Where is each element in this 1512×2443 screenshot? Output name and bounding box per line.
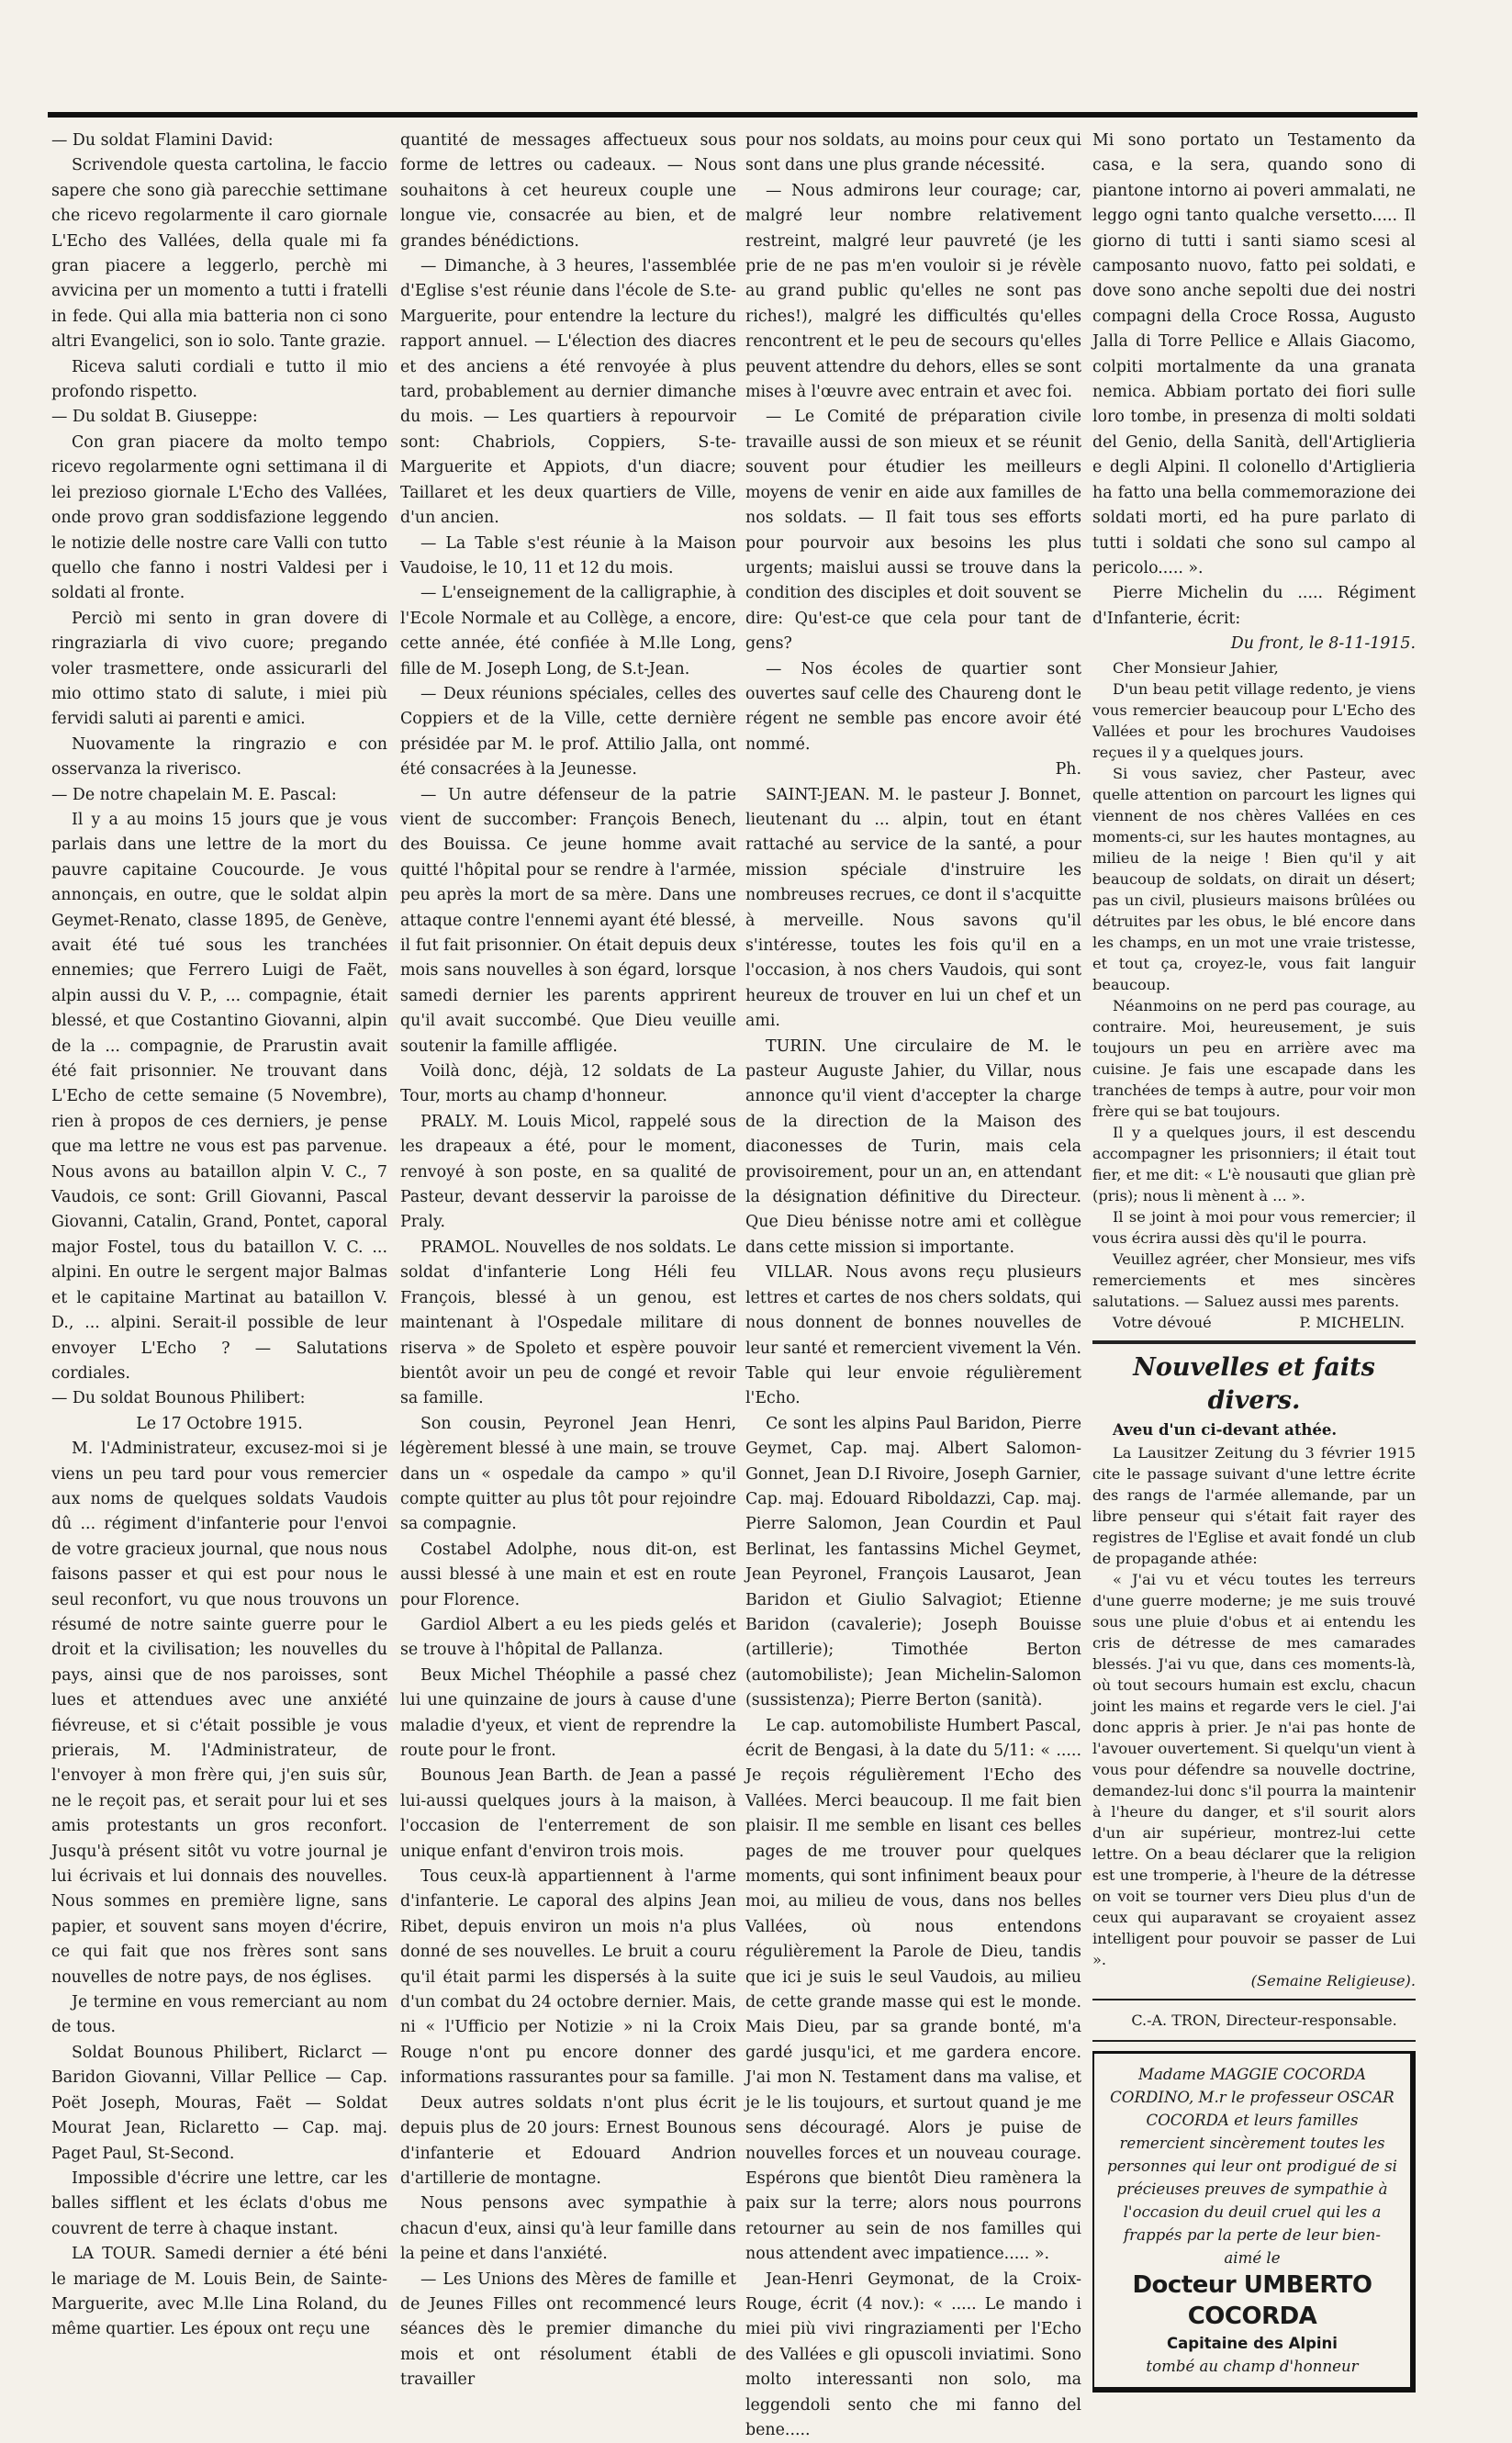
paragraph: Il y a au moins 15 jours que je vous parlais dans une lettre de la mort du pauvre capitaine Coucourde. Je vous annonçais, en outre, que le soldat alpin Geymet-Renato, classe 1895, de Genève, avait été tué sous les tranchées ennemies; que Ferrero Luigi de Faët, alpin aussi du V. P., ... compagnie, était blessé, et que Costantino Giovanni, alpin de la ... compagnie, de Prarustin avait été fait prisonnier. Ne trouvant dans L'Echo de cette semaine (5 Novembre), rien à propos de ces derniers, je pense que ma lettre ne vous est pas parvenue. Nous avons au bataillon alpin V. C., 7 Vaudois, ce sont: Grill Giovanni, Pascal Giovanni, Catalin, Grand, Pontet, caporal major Fostel, tous du bataillon V. C. ... alpini. En outre le sergent major Balmas et le capitaine Martinat au bataillon V. D., ... alpini. Serait-il possible de leur envoyer L'Echo ? — Salutations cordiales. [51,810,387,1383]
divider [1092,1340,1416,1344]
notice-rank: Capitaine des Alpini [1167,2335,1338,2353]
paragraph: Con gran piacere da molto tempo ricevo regolarmente ogni settimana il di lei prezioso giornale L'Echo des Vallées, onde provo gran soddisfazione leggendo le notizie delle nostre care Valli con tutto quello che fanno i nostri Valdesi per i soldati al fronte. [51,432,387,603]
letter-paragraph: Veuillez agréer, cher Monsieur, mes vifs remerciements et mes sincères salutations. — Saluez aussi mes parents. [1092,1250,1416,1310]
paragraph: — Deux réunions spéciales, celles des Coppiers et de la Ville, cette dernière présidée par M. le prof. Attilio Jalla, ont été consacrées à la Jeunesse. [400,684,736,779]
paragraph: — L'enseignement de la calligraphie, à l'Ecole Normale et au Collège, a encore, cette année, été confiée à M.lle Long, fille de M. Joseph Long, de S.t-Jean. [400,584,736,678]
dateline: Le 17 Octobre 1915. [136,1414,303,1433]
paragraph: — Nous admirons leur courage; car, malgré leur nombre relativement restreint, malgré leur pauvreté (je les prie de ne pas m'en vouloir si je révèle au grand public qu'elles ne sont pas riches!), malgré les difficultés qu'elles rencontrent et le peu de secours qu'elles peuvent attendre du dehors, elles se sont mises à l'œuvre avec entrain et avec foi. [745,181,1081,402]
notice-text: Madame MAGGIE COCORDA CORDINO, M.r le professeur OSCAR COCORDA et leurs familles remercient sincèrement toutes les personnes qui leur ont prodigué de si précieuses preuves de sympathie à l'occasion du deuil cruel qui les a frappés par la perte de leur bien-aimé le [1107,2066,1397,2268]
column-4 [1092,129,1416,2376]
paragraph: Je termine en vous remerciant au nom de tous. [51,1993,387,2037]
paragraph: — Un autre défenseur de la patrie vient de succomber: François Benech, des Bouissa. Ce jeune homme avait quitté l'hôpital pour se rendre à l'armée, peu après la mort de sa mère. Dans une attaque contre l'ennemi ayant été blessé, il fut fait prisonnier. On était depuis deux mois sans nouvelles à son égard, lorsque samedi dernier les parents apprirent qu'il avait succombé. Que Dieu veuille soutenir la famille affligée. [400,785,736,1056]
column-3 [745,129,1081,2439]
letter-salutation: Cher Monsieur Jahier, [1113,658,1279,677]
heading-flamini: — Du soldat Flamini David: [51,131,274,150]
letter-paragraph: Il y a quelques jours, il est descendu accompagner les prisonniers; il était tout fier, et me dit: « L'è nousauti que glian prè (pris); nous li mènent à ... ». [1092,1123,1416,1205]
paragraph: Nous pensons avec sympathie à chacun d'eux, ainsi qu'à leur famille dans la peine et dans l'anxiété. [400,2194,736,2264]
paragraph: — Nos écoles de quartier sont ouvertes sauf celle des Chaureng dont le régent ne semble pas encore avoir été nommé. [745,659,1081,754]
paragraph: Tous ceux-là appartiennent à l'arme d'infanterie. Le caporal des alpins Jean Ribet, depuis environ un mois n'a plus donné de ses nouvelles. Le bruit a couru qu'il était parmi les dispersés à la suite d'un combat du 24 octobre dernier. Mais, ni « l'Ufficio per Notizie » ni la Croix Rouge n'ont pu encore donner des informations rassurantes pour sa famille. [400,1867,736,2088]
heading-bounous: — Du soldat Bounous Philibert: [51,1389,306,1408]
paragraph-villar: VILLAR. Nous avons reçu plusieurs lettres et cartes de nos chers soldats, qui nous donnent de bonnes nouvelles de leur santé et remercient vivement la Vén. Table qui leur envoie régulièrement l'Echo. [745,1263,1081,1408]
paragraph: Mi sono portato un Testamento da casa, e la sera, quando sono di piantone intorno ai poveri ammalati, ne leggo ogni tanto qualche versetto..... Il giorno di tutti i santi siamo scesi al camposanto nuovo, fatto pei soldati, e dove sono anche sepolti due dei nostri compagni della Croce Rossa, Augusto Jalla di Torre Pellice e Allais Giacomo, colpiti mortalmente da una granata nemica. Abbiam portato dei fiori sulle loro tombe, in presenza di molti soldati del Genio, della Sanità, dell'Artiglieria e degli Alpini. Il colonello d'Artiglieria ha fatto una bella commemorazione dei soldati morti, ed ha pure parlato di tutti i soldati che sono sul campo al pericolo..... ». [1092,131,1416,577]
paragraph-la-tour: LA TOUR. Samedi dernier a été béni le mariage de M. Louis Bein, de Sainte-Marguerite, avec M.lle Lina Roland, du même quartier. Les époux ont reçu une [51,2245,387,2339]
paragraph: Voilà donc, déjà, 12 soldats de La Tour, morts au champ d'honneur. [400,1062,736,1106]
news-article [1092,1442,1416,1991]
divider [1092,1999,1416,2000]
top-rule [48,112,1417,118]
paragraph: Jean-Henri Geymonat, de la Croix-Rouge, écrit (4 nov.): « ..... Le mando i miei più vivi ringraziamenti per l'Echo des Vallées e gli opuscoli inviatimi. Sono molto interessanti non solo, ma leggendoli sento che mi fanno del bene..... [745,2269,1081,2439]
paragraph: Scrivendole questa cartolina, le faccio sapere che sono già parecchie settimane che ricevo regolarmente il caro giornale L'Echo des Vallées, della quale mi fa gran piacere a leggerlo, perchè mi avvicina per un momento a tutti i fratelli in fede. Qui alla mia batteria non ci sono altri Evangelici, son io solo. Tante grazie. [51,156,387,352]
notice-name: Docteur UMBERTO COCORDA [1132,2271,1372,2331]
paragraph-turin: TURIN. Une circulaire de M. le pasteur Auguste Jahier, du Villar, nous annonce qu'il vient d'accepter la charge de la direction de la Maison des diaconesses de Turin, mais cela provisoirement, pour un an, en attendant la désignation définitive du Directeur. Que Dieu bénisse notre ami et collègue dans cette mission si importante. [745,1037,1081,1257]
paragraph: M. l'Administrateur, excusez-moi si je viens un peu tard pour vous remercier aux noms de quelques soldats Vaudois dû ... régiment d'infanterie pour l'envoi de votre gracieux journal, que nous nous faisons passer et qui est pour nous le seul reconfort, vu que nous trouvons un résumé de notre sainte guerre pour le droit et la civilisation; les nouvelles du pays, ainsi que de nos paroisses, sont lues et attendues avec une anxiété fiévreuse, et si c'était possible je vous prierais, M. l'Administrateur, de l'envoyer à mon frère qui, j'en suis sûr, ne le reçoit pas, et serait pour lui et ses amis protestants un gros reconfort. Jusqu'à présent sitôt vu votre journal je lui écrivais et lui donnais des nouvelles. Nous sommes en première ligne, sans papier, et souvent sans moyen d'écrire, ce qui fait que nos frères sont sans nouvelles de notre pays, de nos églises. [51,1440,387,1987]
paragraph: Perciò mi sento in gran dovere di ringraziarla di vivo cuore; pregando voler trasmettere, onde assicurarli del mio ottimo stato di salute, i miei più fervidi saluti ai parenti e amici. [51,609,387,729]
paragraph: Soldat Bounous Philibert, Riclarct — Baridon Giovanni, Villar Pellice — Cap. Poët Joseph, Mouras, Faët — Soldat Mourat Jean, Riclaretto — Cap. maj. Paget Paul, St-Second. [51,2043,387,2163]
closing-right: P. MICHELIN. [1299,1313,1405,1331]
section-title: Nouvelles et faits divers. [1133,1352,1375,1415]
paragraph: Riceva saluti cordiali e tutto il mio profondo rispetto. [51,357,387,402]
paragraph: Pierre Michelin du ..... Régiment d'Infanterie, écrit: [1092,584,1416,628]
heading-pascal: — De notre chapelain M. E. Pascal: [51,785,337,804]
paragraph: Bounous Jean Barth. de Jean a passé lui-aussi quelques jours à la maison, à l'occasion de l'enterrement de son unique enfant d'environ trois mois. [400,1766,736,1861]
paragraph-pramol: PRAMOL. Nouvelles de nos soldats. Le soldat d'infanterie Long Héli feu François, blessé à un genou, est maintenant à l'Ospedale militare di riserva » de Spoleto et espère pouvoir bientôt avoir un peu de congé et revoir sa famille. [400,1238,736,1408]
column-2 [400,129,736,2390]
paragraph-praly: PRALY. M. Louis Micol, rappelé sous les drapeaux a été, pour le moment, renvoyé à son poste, en sa qualité de Pasteur, devant desservir la paroisse de Praly. [400,1112,736,1232]
column-1 [51,129,387,2339]
paragraph: — Les Unions des Mères de famille et de Jeunes Filles ont recommencé leurs séances dès le premier dimanche du mois et ont résolument établi de travailler [400,2269,736,2390]
sub-title: Aveu d'un ci-devant athée. [1113,1420,1338,1439]
heading-giuseppe: — Du soldat B. Giuseppe: [51,408,258,427]
news-source: (Semaine Religieuse). [1250,1971,1416,1989]
letter-paragraph: D'un beau petit village redento, je viens vous remercier beaucoup pour L'Echo des Vallées et pour les brochures Vaudoises reçues il y a quelques jours. [1092,679,1416,761]
letter-paragraph: Néanmoins on ne perd pas courage, au contraire. Moi, heureusement, je suis toujours un peu en arrière avec ma cuisine. Je fais une escapade dans les tranchées de temps à autre, pour voir mon frère qui se bat toujours. [1092,996,1416,1120]
news-paragraph: « J'ai vu et vécu toutes les terreurs d'une guerre moderne; je me suis trouvé sous une pluie d'obus et ai entendu les cris de détresse de mes camarades blessés. J'ai vu que, dans ces moments-là, où tout secours humain est exclu, chacun joint les mains et regarde vers le ciel. J'ai donc appris à prier. Je n'ai pas honte de l'avouer ouvertement. Si quelqu'un vient à vous pour défendre sa nouvelle doctrine, demandez-lui donc s'il pourra la maintenir à l'heure du danger, et s'il sourit alors d'un air supérieur, montrez-lui cette lettre. On a beau déclarer que la religion est une tromperie, à l'heure de la détresse on voit se tourner vers Dieu plus d'un de ceux qui auparavant se croyaient assez intelligent pour pouvoir se passer de Lui ». [1092,1570,1416,1968]
editor-line: C.-A. TRON, Directeur-responsable. [1131,2011,1397,2029]
letter-closing [1092,1312,1416,1333]
paragraph: — Le Comité de préparation civile travaille aussi de son mieux et se réunit souvent pour étudier les meilleurs moyens de venir en aide aux familles de nos soldats. — Il fait tous ses efforts pour pourvoir aux besoins les plus urgents; maislui aussi se trouve dans la condition des disciples et doit souvent se dire: Qu'est-ce que cela pour tant de gens? [745,408,1081,654]
obituary-notice [1092,2051,1416,2393]
letter-michelin [1092,657,1416,1333]
news-paragraph: La Lausitzer Zeitung du 3 février 1915 cite le passage suivant d'une lettre écrite des rangs de l'armée allemande, par un libre penseur qui s'était fait rayer des registres de l'Eglise et avait fondé un club de propagande athée: [1092,1443,1416,1567]
paragraph: Le cap. automobiliste Humbert Pascal, écrit de Bengasi, à la date du 5/11: « ..... Je reçois régulièrement l'Echo des Vallées. Merci beaucoup. Il me fait bien plaisir. Il me semble en lisant ces belles pages de me trouver pour quelques moments, qui sont infiniment beaux pour moi, au milieu de vous, dans nos belles Vallées, où nous entendons régulièrement la Parole de Dieu, tandis que ici je suis le seul Vaudois, au milieu de cette grande masse qui est le monde. Mais Dieu, par sa grande bonté, m'a gardé jusqu'ici, et me gardera encore. J'ai mon N. Testament dans ma valise, et je le lis toujours, et surtout quand je me sens découragé. Alors je puise de nouvelles forces et un nouveau courage. Espérons que bientôt Dieu ramènera la paix sur la terre; alors nous pourrons retourner au sein de nos familles qui nous attendent avec impatience..... ». [745,1716,1081,2264]
paragraph: Impossible d'écrire une lettre, car les balles sifflent et les éclats d'obus me couvrent de terre à chaque instant. [51,2168,387,2238]
divider [1092,2040,1416,2042]
letter-paragraph: Il se joint à moi pour vous remercier; il vous écrira aussi dès qu'il le pourra. [1092,1207,1416,1247]
signature-ph: Ph. [1055,760,1081,779]
paragraph: Nuovamente la ringrazio e con osservanza la riverisco. [51,734,387,779]
paragraph: — Dimanche, à 3 heures, l'assemblée d'Eglise s'est réunie dans l'école de S.te-Marguerite, pour entendre la lecture du rapport annuel. — L'élection des diacres et des anciens a été renvoyée à plus tard, probablement au dernier dimanche du mois. — Les quartiers à repourvoir sont: Chabriols, Coppiers, S-te-Marguerite et Appiots, d'un diacre; Taillaret et les deux quartiers de Ville, d'un ancien. [400,257,736,528]
letter-paragraph: Si vous saviez, cher Pasteur, avec quelle attention on parcourt les lignes qui viennent de nos chères Vallées en ces moments-ci, sur les hautes montagnes, au milieu de la neige ! Bien qu'il y ait beaucoup de soldats, on dirait un désert; pas un civil, plusieurs maisons brûlées ou détruites par les obus, le blé encore dans les champs, en un mot une vraie tristesse, et tout ça, croyez-le, vous fait languir beaucoup. [1092,764,1416,993]
closing-left: Votre dévoué [1113,1313,1212,1331]
paragraph: Beux Michel Théophile a passé chez lui une quinzaine de jours à cause d'une maladie d'yeux, et vient de reprendre la route pour le front. [400,1665,736,1760]
paragraph: Gardiol Albert a eu les pieds gelés et se trouve à l'hôpital de Pallanza. [400,1615,736,1660]
paragraph: Costabel Adolphe, nous dit-on, est aussi blessé à une main et est en route pour Florence. [400,1540,736,1609]
paragraph: Deux autres soldats n'ont plus écrit depuis plus de 20 jours: Ernest Bounous d'infanterie et Edouard Andrion d'artillerie de montagne. [400,2093,736,2188]
paragraph: pour nos soldats, au moins pour ceux qui sont dans une plus grande nécessité. [745,131,1081,175]
paragraph-saint-jean: SAINT-JEAN. M. le pasteur J. Bonnet, lieutenant du ... alpin, tout en étant rattaché au service de la santé, a pour mission spéciale d'instruire les nombreuses recrues, ce dont il s'acquitte à merveille. Nous savons qu'il s'intéresse, toutes les fois qu'il en a l'occasion, à nos chers Vaudois, qui sont heureux de trouver en lui un chef et un ami. [745,785,1081,1031]
paragraph: Ce sont les alpins Paul Baridon, Pierre Geymet, Cap. maj. Albert Salomon-Gonnet, Jean D.I Rivoire, Joseph Garnier, Cap. maj. Edouard Riboldazzi, Cap. maj. Pierre Salomon, Jean Courdin et Paul Berlinat, les fantassins Michel Geymet, Jean Peyronel, François Lausarot, Jean Baridon et Giulio Salvagiot; Etienne Baridon (cavalerie); Joseph Bouisse (artillerie); Timothée Berton (automobiliste); Jean Michelin-Salomon (sussistenza); Pierre Berton (sanità). [745,1414,1081,1710]
paragraph: Son cousin, Peyronel Jean Henri, légèrement blessé à une main, se trouve dans un « ospedale da campo » qu'il compte quitter au plus tôt pour rejoindre sa compagnie. [400,1414,736,1534]
dateline: Du front, le 8-11-1915. [1230,634,1416,654]
paragraph: quantité de messages affectueux sous forme de lettres ou cadeaux. — Nous souhaitons à cet heureux couple une longue vie, consacrée au bien, et de grandes bénédictions. [400,131,736,251]
notice-end: tombé au champ d'honneur [1146,2358,1359,2376]
paragraph: — La Table s'est réunie à la Maison Vaudoise, le 10, 11 et 12 du mois. [400,533,736,577]
